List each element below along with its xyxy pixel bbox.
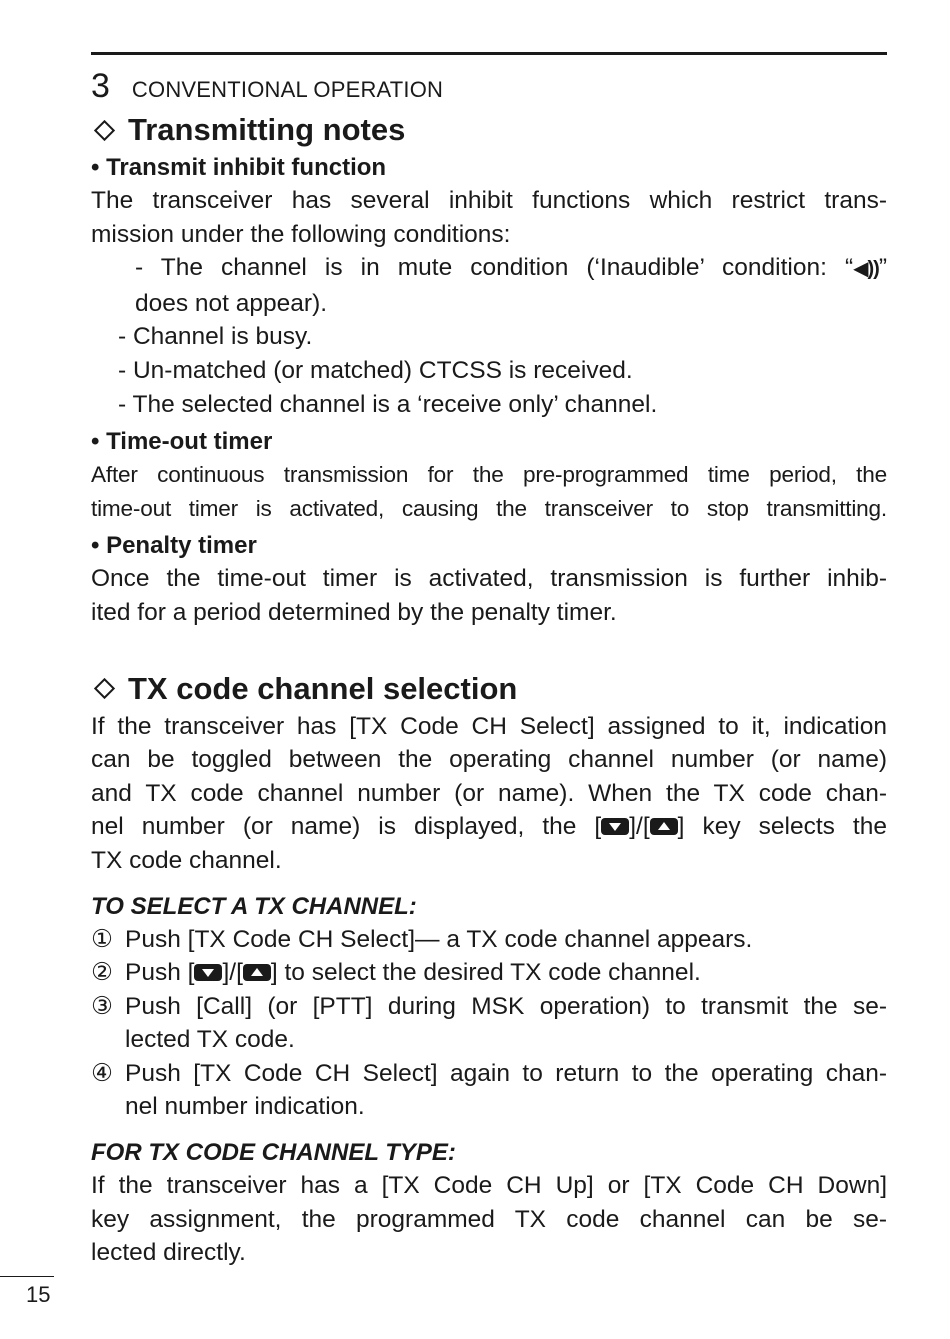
chapter-number: 3 <box>91 67 110 105</box>
cond1-text: - The channel is in mute condition (‘Inaudible’ condition: “ <box>135 254 854 282</box>
steps-list <box>91 923 887 1125</box>
penalty-paragraph <box>91 562 887 629</box>
page-number: 15 <box>26 1282 51 1307</box>
cond1-close-quote: ” <box>878 254 887 282</box>
inhibit-intro <box>91 184 887 251</box>
list-item <box>91 388 887 422</box>
text-line: lected directly. <box>91 1239 246 1267</box>
footer-rule <box>0 1276 54 1277</box>
section-heading-text: Transmitting notes <box>128 112 406 147</box>
text-line: nel number indication. <box>125 1093 365 1121</box>
top-rule <box>91 52 887 55</box>
subheading-time-out-timer: • Time-out timer <box>91 428 273 456</box>
step-text <box>125 1057 887 1124</box>
text-fragment: Push [ <box>125 959 195 987</box>
text-line: After continuous transmission for the pre-programmed time period, the <box>91 462 887 488</box>
subheading-penalty-timer: • Penalty timer <box>91 532 257 560</box>
step-text <box>125 990 887 1057</box>
channel-type-header: FOR TX CODE CHANNEL TYPE: <box>91 1139 456 1167</box>
text-line: The transceiver has several inhibit functions which restrict trans- <box>91 187 887 214</box>
cond2-text: - Channel is busy. <box>118 323 313 351</box>
step-number: ③ <box>91 992 113 1020</box>
subheading-transmit-inhibit: • Transmit inhibit function <box>91 154 387 181</box>
text-line: mission under the following conditions: <box>91 220 511 248</box>
text-line: If the transceiver has [TX Code CH Select] assigned to it, indication <box>91 712 887 740</box>
speaker-icon: ◀)) <box>853 258 879 281</box>
text-line <box>135 251 887 287</box>
cond4-text: - The selected channel is a ‘receive only’ channel. <box>118 390 658 418</box>
text-line: TX code channel. <box>91 846 282 874</box>
diamond-icon <box>94 119 115 140</box>
list-item <box>91 354 887 388</box>
text-line: does not appear). <box>135 289 328 317</box>
step-text <box>125 956 887 990</box>
text-line: Push [TX Code CH Select] again to return to the operating chan- <box>125 1059 887 1087</box>
diamond-icon <box>94 678 115 699</box>
step-text: Push [TX Code CH Select]— a TX code channel appears. <box>125 925 753 953</box>
up-key-icon <box>650 818 678 835</box>
list-item <box>91 251 887 320</box>
cond3-text: - Un-matched (or matched) CTCSS is received. <box>118 356 633 384</box>
text-line: ited for a period determined by the penalty timer. <box>91 598 617 626</box>
to-select-header: TO SELECT A TX CHANNEL: <box>91 892 417 920</box>
section-heading-transmitting-notes <box>91 109 887 151</box>
down-key-icon <box>601 818 629 835</box>
step-number: ① <box>91 925 113 953</box>
text-line: Push [Call] (or [PTT] during MSK operation) to transmit the se- <box>125 992 887 1020</box>
text-line: If the transceiver has a [TX Code CH Up] or [TX Code CH Down] <box>91 1172 887 1200</box>
text-line: lected TX code. <box>125 1026 295 1054</box>
channel-type-paragraph <box>91 1169 887 1270</box>
time-out-paragraph <box>91 458 887 525</box>
step-number: ② <box>91 959 113 987</box>
step-item <box>91 923 887 957</box>
text-fragment: ]/[ <box>222 959 243 987</box>
text-line: and TX code channel number (or name). When the TX code chan- <box>91 779 887 807</box>
text-line: Once the time-out timer is activated, transmission is further inhib- <box>91 565 887 593</box>
inhibit-conditions-list <box>91 251 887 421</box>
step-item <box>91 990 887 1057</box>
text-fragment: ] to select the desired TX code channel. <box>270 959 701 987</box>
section-heading-tx-code-channel <box>91 668 887 710</box>
text-line <box>91 810 887 844</box>
tx-code-paragraph <box>91 710 887 878</box>
text-fragment: ]/[ <box>629 813 650 841</box>
chapter-title: CONVENTIONAL OPERATION <box>131 77 444 102</box>
text-fragment: ] key selects the <box>677 813 887 841</box>
down-key-icon <box>194 964 222 981</box>
manual-page <box>91 52 887 1270</box>
section-heading-text: TX code channel selection <box>128 670 518 706</box>
up-key-icon <box>243 964 271 981</box>
chapter-header <box>91 69 887 109</box>
list-item <box>91 320 887 354</box>
text-line: can be toggled between the operating channel number (or name) <box>91 746 887 774</box>
text-fragment: nel number (or name) is displayed, the [ <box>91 813 602 841</box>
step-item <box>91 1057 887 1124</box>
text-line: key assignment, the programmed TX code channel can be se- <box>91 1205 887 1233</box>
text-line: time-out timer is activated, causing the transceiver to stop transmitting. <box>91 495 887 521</box>
step-number: ④ <box>91 1059 113 1087</box>
step-item <box>91 956 887 990</box>
